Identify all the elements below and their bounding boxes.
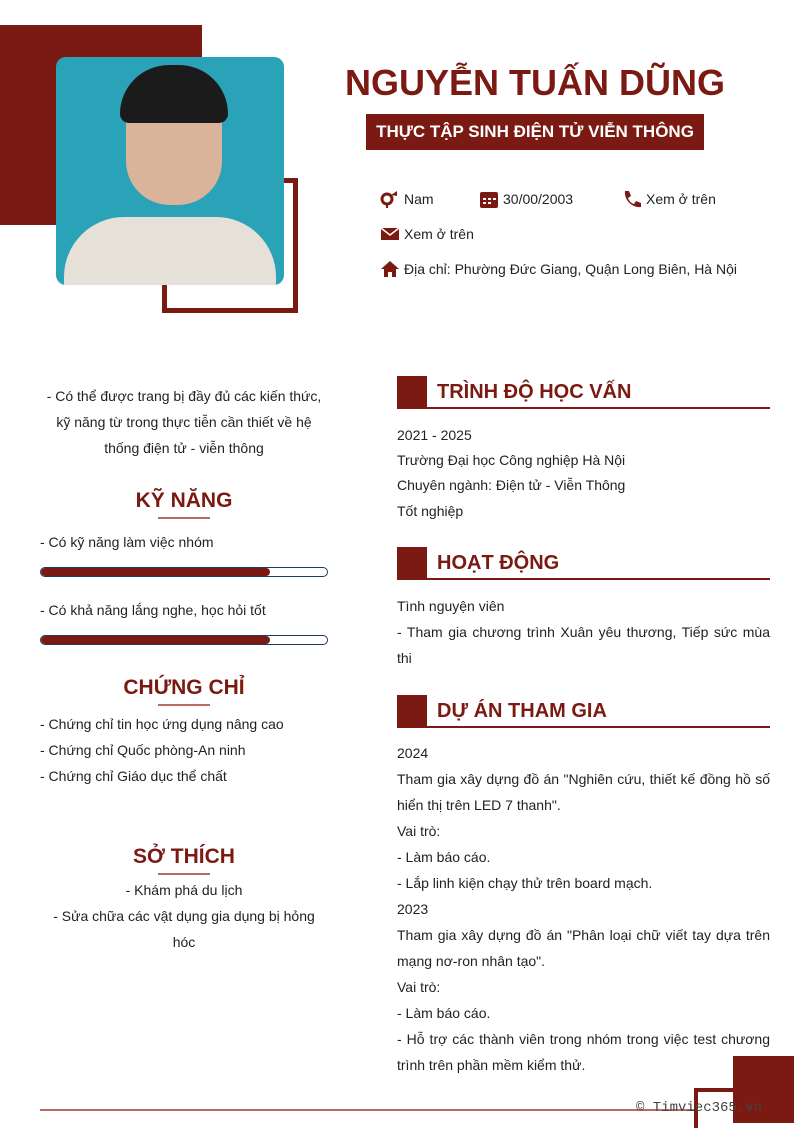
education-line: Chuyên ngành: Điện tử - Viễn Thông <box>397 477 626 493</box>
project-line: - Hỗ trợ các thành viên trong nhóm trong việc test chương trình trên phần mềm kiểm thử. <box>397 1031 770 1073</box>
skill-bar <box>40 635 328 645</box>
gender <box>380 190 434 208</box>
education-line: Trường Đại học Công nghiệp Hà Nội <box>397 452 626 468</box>
project-line: Vai trò: <box>397 979 441 995</box>
activity-line: - Tham gia chương trình Xuân yêu thương, Tiếp sức mùa thi <box>397 624 770 666</box>
skill-label: - Có kỹ năng làm việc nhóm <box>40 534 214 550</box>
project-line: - Lắp linh kiện chạy thử trên board mạch. <box>397 875 653 891</box>
certificate-item: - Chứng chỉ tin học ứng dụng nâng cao <box>40 716 284 732</box>
profile-photo <box>56 57 284 285</box>
activities-heading: HOẠT ĐỘNG <box>437 551 560 574</box>
project-line: - Làm báo cáo. <box>397 849 491 865</box>
footer-watermark: © Timviec365.vn <box>636 1100 763 1116</box>
gender-icon <box>380 190 400 208</box>
skill-label: - Có khả năng lắng nghe, học hỏi tốt <box>40 602 266 618</box>
birthday-text: 30/00/2003 <box>503 191 574 207</box>
career-objective: - Có thể được trang bị đầy đủ các kiến thức, kỹ năng từ trong thực tiễn cần thiết về hệ thống điện tử - viễn thông <box>46 388 322 456</box>
address <box>380 260 737 278</box>
birthday <box>479 190 573 208</box>
footer-line <box>40 1109 695 1111</box>
education-line: 2021 - 2025 <box>397 427 472 443</box>
education-line: Tốt nghiệp <box>397 503 464 519</box>
certificates-heading: CHỨNG CHỈ <box>123 676 245 699</box>
projects-section <box>397 696 770 1078</box>
hobby-item: - Khám phá du lịch <box>125 882 243 898</box>
activities-section <box>397 548 770 671</box>
hobbies-heading: SỞ THÍCH <box>133 845 235 868</box>
job-title: THỰC TẬP SINH ĐIỆN TỬ VIỄN THÔNG <box>366 114 704 150</box>
project-line: 2024 <box>397 745 429 761</box>
activity-line: Tình nguyện viên <box>397 598 505 614</box>
education-heading: TRÌNH ĐỘ HỌC VẤN <box>437 380 632 403</box>
candidate-name: NGUYỄN TUẤN DŨNG <box>344 62 725 103</box>
project-line: Tham gia xây dựng đồ án "Phân loại chữ viết tay dựa trên mạng nơ-ron nhân tạo". <box>397 927 770 969</box>
email <box>380 225 474 243</box>
skills-section <box>40 489 328 645</box>
calendar-icon <box>479 190 499 208</box>
gender-text: Nam <box>404 191 434 207</box>
certificate-item: - Chứng chỉ Quốc phòng-An ninh <box>40 742 246 758</box>
project-line: Tham gia xây dựng đồ án "Nghiên cứu, thiết kế đồng hồ số hiển thị trên LED 7 thanh". <box>397 771 770 813</box>
email-text: Xem ở trên <box>404 226 474 242</box>
skills-heading: KỸ NĂNG <box>135 489 233 512</box>
home-icon <box>380 260 400 278</box>
project-line: 2023 <box>397 901 429 917</box>
hobby-item: - Sửa chữa các vật dụng gia dụng bị hỏng hóc <box>53 908 315 950</box>
address-text: Địa chỉ: Phường Đức Giang, Quận Long Biên, Hà Nội <box>404 261 737 277</box>
projects-heading: DỰ ÁN THAM GIA <box>437 699 607 722</box>
hobbies-section <box>40 845 328 955</box>
phone <box>622 190 716 208</box>
certificate-item: - Chứng chỉ Giáo dục thể chất <box>40 768 227 784</box>
project-line: Vai trò: <box>397 823 441 839</box>
education-section <box>397 377 770 524</box>
skill-bar <box>40 567 328 577</box>
certificates-section <box>40 676 328 789</box>
project-line: - Làm báo cáo. <box>397 1005 491 1021</box>
envelope-icon <box>380 225 400 243</box>
phone-text: Xem ở trên <box>646 191 716 207</box>
phone-icon <box>622 190 642 208</box>
